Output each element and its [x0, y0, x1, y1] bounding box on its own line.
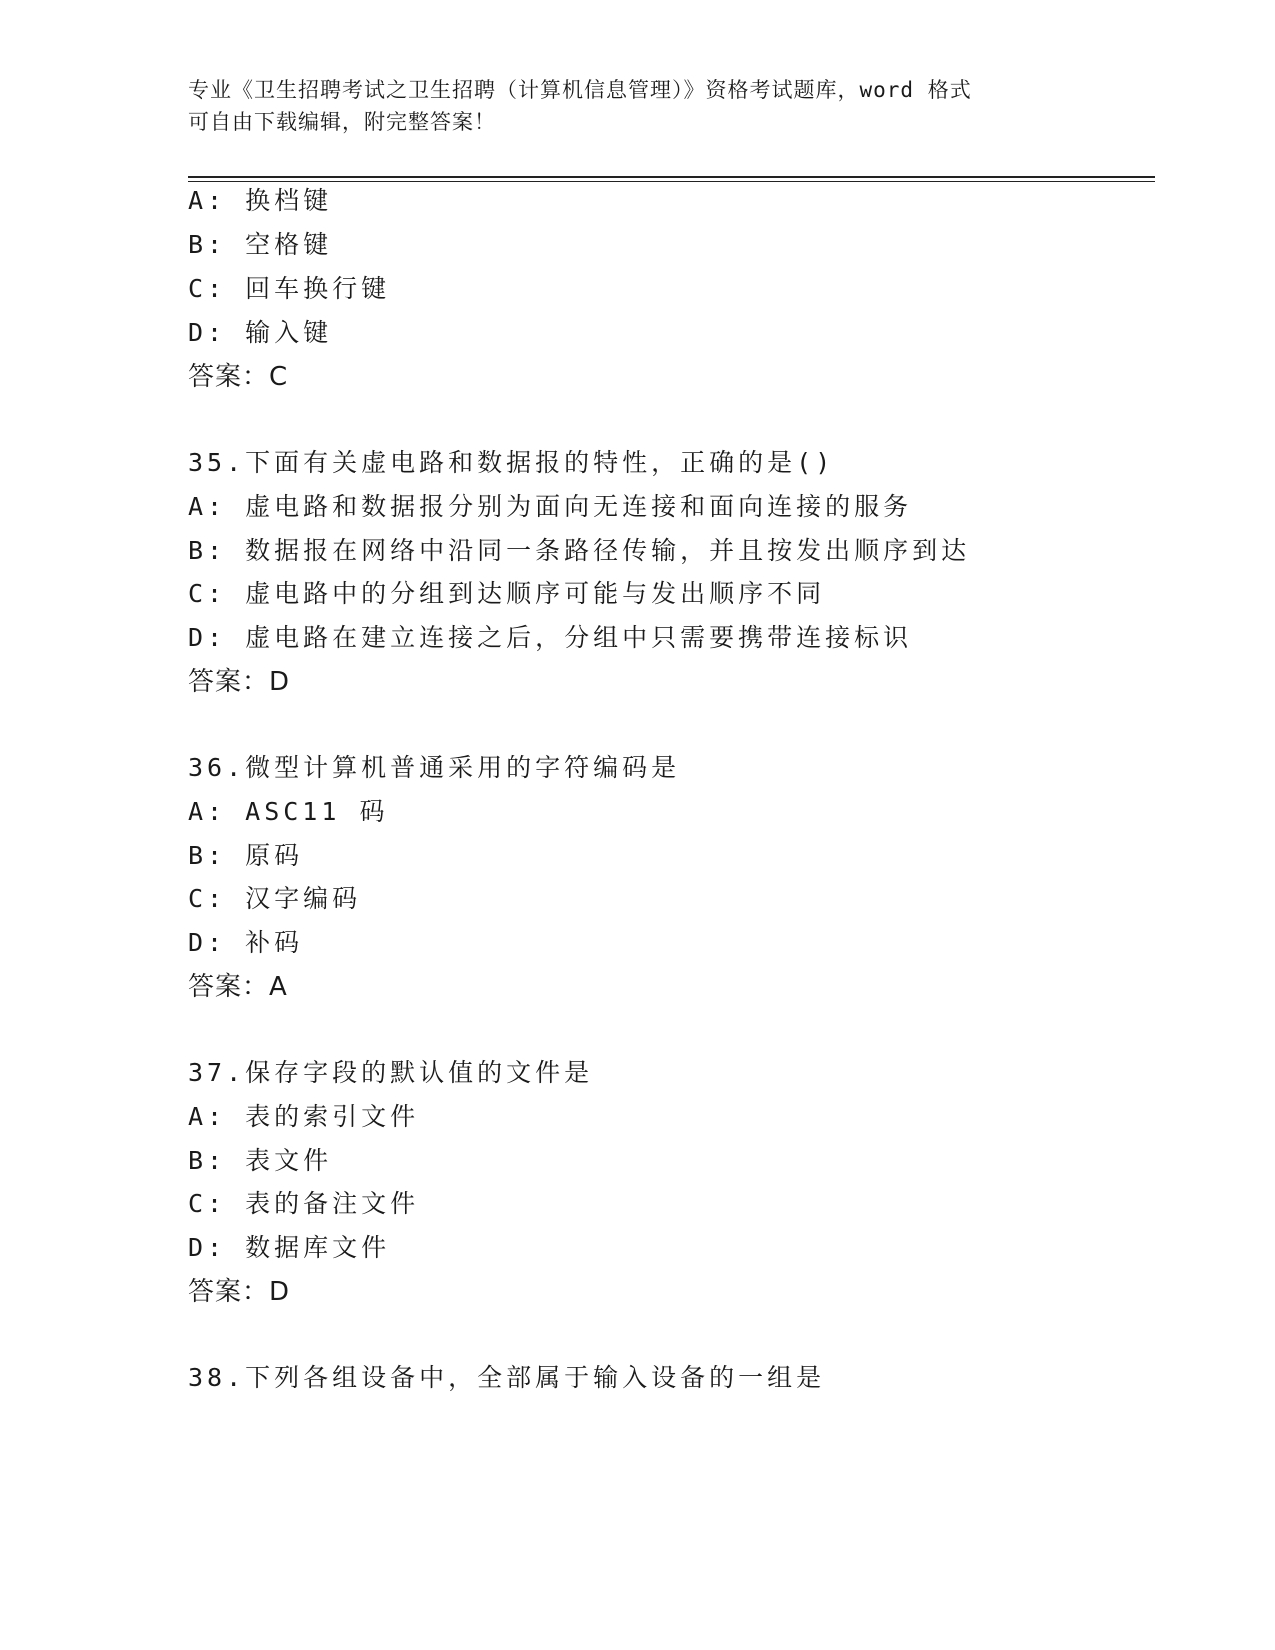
option-a: A: 虚电路和数据报分别为面向无连接和面向连接的服务 — [188, 492, 913, 521]
option-c: C: 汉字编码 — [188, 884, 362, 913]
option-b: B: 空格键 — [188, 230, 333, 259]
answer-line: 答案：A — [188, 972, 288, 1002]
header-line-2: 可自由下载编辑，附完整答案！ — [188, 110, 496, 134]
option-c: C: 虚电路中的分组到达顺序可能与发出顺序不同 — [188, 579, 826, 608]
option-d: D: 数据库文件 — [188, 1233, 391, 1262]
option-c: C: 表的备注文件 — [188, 1189, 420, 1218]
question-stem: 38.下列各组设备中，全部属于输入设备的一组是 — [188, 1363, 826, 1392]
answer-line: 答案：D — [188, 667, 291, 697]
option-a: A: 表的索引文件 — [188, 1102, 420, 1131]
option-d: D: 虚电路在建立连接之后，分组中只需要携带连接标识 — [188, 623, 913, 652]
question-stem: 37.保存字段的默认值的文件是 — [188, 1058, 594, 1087]
option-b: B: 表文件 — [188, 1146, 333, 1175]
option-d: D: 补码 — [188, 928, 304, 957]
header-line-1: 专业《卫生招聘考试之卫生招聘（计算机信息管理）》资格考试题库，word 格式 — [188, 78, 972, 102]
question-stem: 36.微型计算机普通采用的字符编码是 — [188, 753, 681, 782]
question-stem: 35.下面有关虚电路和数据报的特性，正确的是() — [188, 448, 835, 477]
option-a: A: 换档键 — [188, 186, 333, 215]
answer-line: 答案：D — [188, 1277, 291, 1307]
option-d: D: 输入键 — [188, 318, 333, 347]
option-a: A: ASC11 码 — [188, 797, 389, 826]
option-c: C: 回车换行键 — [188, 274, 391, 303]
option-b: B: 数据报在网络中沿同一条路径传输，并且按发出顺序到达 — [188, 536, 971, 565]
document-header — [188, 74, 1068, 138]
header-divider — [188, 176, 1155, 182]
answer-line: 答案：C — [188, 362, 289, 392]
option-b: B: 原码 — [188, 841, 304, 870]
